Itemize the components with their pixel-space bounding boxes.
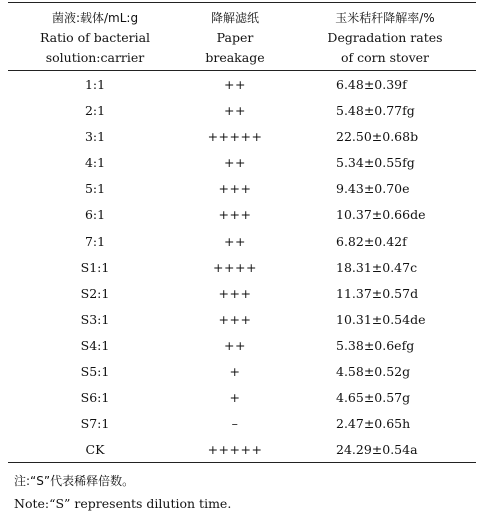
paper-cell: ++ [224,337,246,353]
header-degradation-zh: 玉米秸秆降解率/% [335,11,435,25]
degradation-cell: 11.37±0.57d [336,285,419,301]
paper-cell: + [229,390,241,406]
paper-cell: ++ [224,155,246,171]
degradation-cell: 22.50±0.68b [336,129,419,145]
ratio-cell: S1:1 [80,259,110,275]
header-paper-en-line2: breakage [205,50,265,65]
paper-cell: ++ [224,233,246,249]
paper-cell: +++++ [207,129,263,145]
degradation-cell: 18.31±0.47c [336,259,418,275]
paper-cell: +++ [218,285,252,301]
ratio-cell: 1:1 [84,77,106,92]
table-top-rule [8,2,476,3]
header-paper-en-line1: Paper [216,30,254,45]
degradation-cell: 2.47±0.65h [336,416,411,432]
table-row [0,202,485,228]
header-degradation [300,8,470,68]
table-row [0,72,485,98]
table-row [0,98,485,124]
table-header-rule [8,70,476,71]
paper-cell: ++++ [213,259,257,275]
table-row [0,229,485,255]
header-degradation-en-line2: of corn stover [340,50,430,65]
ratio-cell: 6:1 [84,207,106,223]
ratio-cell: S2:1 [80,285,110,301]
table-row [0,385,485,411]
degradation-cell: 9.43±0.70e [336,181,410,197]
table-row [0,411,485,437]
header-degradation-en-line1: Degradation rates [327,30,443,45]
paper-cell: +++ [218,181,252,197]
table-row [0,333,485,359]
degradation-cell: 4.65±0.57g [336,390,411,406]
degradation-cell: 5.34±0.55fg [336,155,415,171]
table-body [0,72,485,463]
table-row [0,124,485,150]
ratio-cell: S3:1 [80,311,110,327]
paper-cell: – [231,416,239,432]
table-row [0,255,485,281]
table-row [0,150,485,176]
degradation-cell: 5.38±0.6efg [336,337,415,353]
table-row [0,281,485,307]
degradation-cell: 24.29±0.54a [336,442,418,458]
ratio-cell: 7:1 [84,233,106,249]
paper-cell: + [229,364,241,380]
header-ratio-en-line2: solution:carrier [45,50,145,65]
ratio-cell: 3:1 [84,129,106,145]
degradation-cell: 6.48±0.39f [336,77,407,92]
header-ratio-en-line1: Ratio of bacterial [39,30,151,45]
table-row [0,307,485,333]
header-ratio [20,8,170,68]
paper-cell: +++ [218,207,252,223]
degradation-cell: 5.48±0.77fg [336,103,415,119]
paper-cell: +++ [218,311,252,327]
ratio-cell: S6:1 [80,390,110,406]
degradation-cell: 4.58±0.52g [336,364,411,380]
table-row [0,176,485,202]
table-row [0,359,485,385]
ratio-cell: 4:1 [84,155,106,171]
degradation-cell: 10.31±0.54de [336,311,426,327]
paper-cell: ++ [224,77,246,92]
ratio-cell: S5:1 [80,364,110,380]
ratio-cell: CK [85,442,105,458]
paper-cell: ++ [224,103,246,119]
paper-cell: +++++ [207,442,263,458]
header-ratio-zh: 菌液:载体/mL:g [51,11,139,25]
ratio-cell: 5:1 [84,181,106,197]
header-paper-zh: 降解滤纸 [210,11,259,25]
degradation-cell: 6.82±0.42f [336,233,407,249]
ratio-cell: S4:1 [80,337,110,353]
table-bottom-rule [8,462,476,463]
footnote-chinese: 注:“S”代表稀释倍数。 [14,474,135,488]
degradation-cell: 10.37±0.66de [336,207,426,223]
table-row [0,437,485,463]
footnote-english: Note:“S” represents dilution time. [14,496,232,511]
ratio-cell: S7:1 [80,416,110,432]
header-paper [175,8,295,68]
ratio-cell: 2:1 [84,103,106,119]
